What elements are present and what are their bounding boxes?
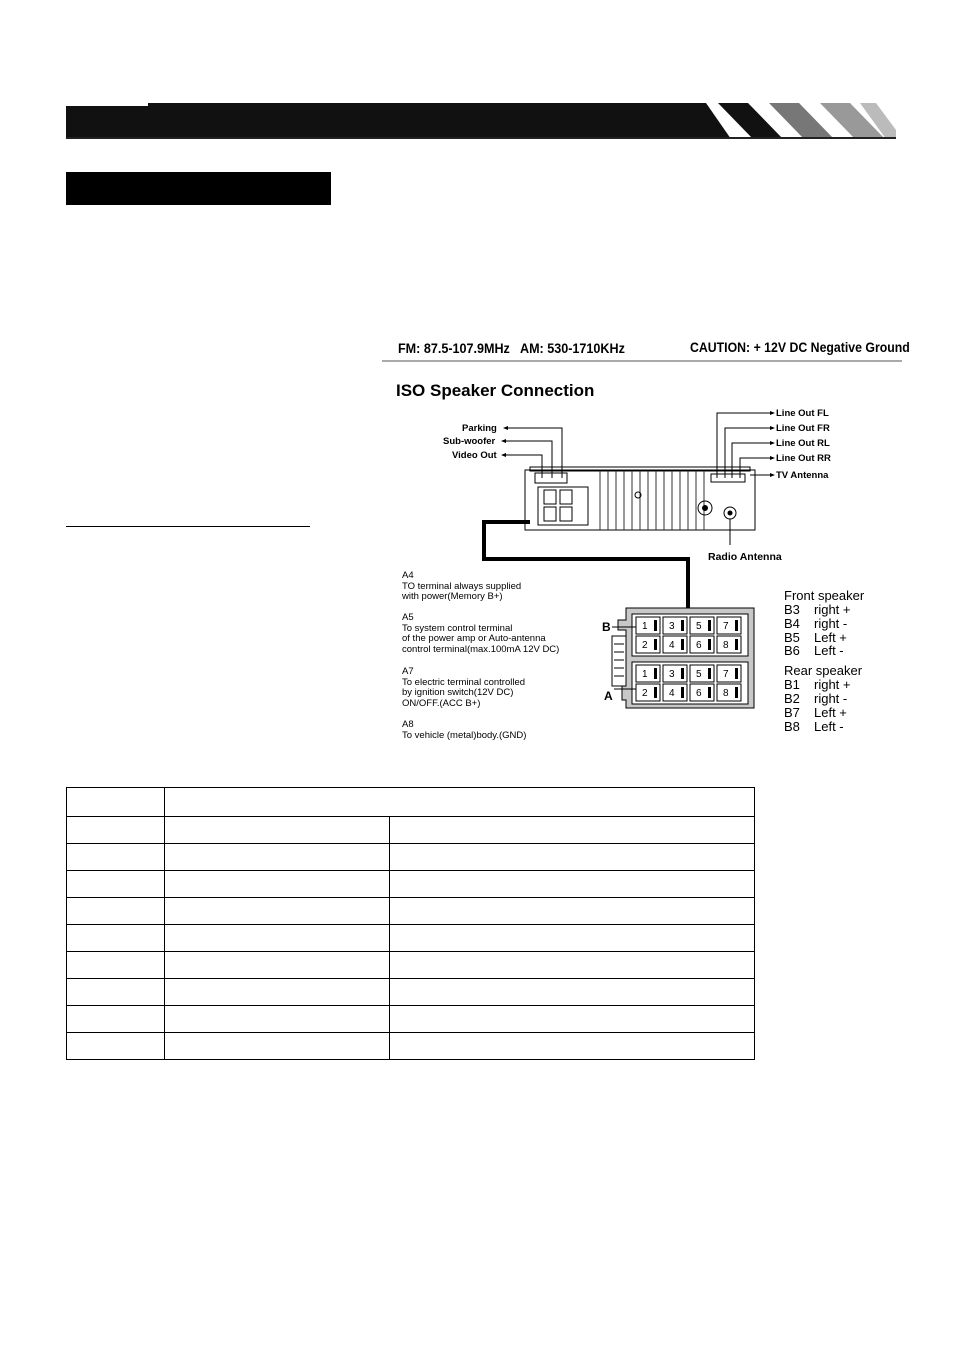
table-row [67, 871, 755, 898]
table-row [67, 898, 755, 925]
section-heading-bar [66, 172, 331, 205]
svg-text:1: 1 [642, 669, 648, 680]
wiring-diagram [380, 330, 910, 750]
svg-text:To system control terminal: To system control terminal [402, 623, 513, 634]
svg-text:5: 5 [696, 621, 702, 632]
svg-text:Left -: Left - [814, 719, 844, 734]
svg-text:5: 5 [696, 669, 702, 680]
table-row [67, 844, 755, 871]
svg-text:To electric terminal controlle: To electric terminal controlled [402, 677, 526, 688]
svg-text:of the power amp or Auto-anten: of the power amp or Auto-antenna [402, 633, 546, 644]
spec-am: AM: 530-1710KHz [520, 340, 625, 357]
svg-text:6: 6 [696, 688, 702, 699]
svg-text:Front speaker: Front speaker [784, 588, 865, 603]
svg-text:3: 3 [669, 621, 675, 632]
svg-text:control terminal(max.100mA 12: control terminal(max.100mA 12V DC) [402, 644, 560, 655]
svg-text:B5: B5 [784, 630, 800, 645]
svg-text:3: 3 [669, 669, 675, 680]
svg-text:1: 1 [642, 621, 648, 632]
svg-text:A5: A5 [402, 612, 414, 623]
caution-text: CAUTION: + 12V DC Negative Ground [690, 339, 910, 356]
svg-text:B4: B4 [784, 616, 800, 631]
table-row [67, 979, 755, 1006]
svg-text:4: 4 [669, 688, 675, 699]
svg-text:Left +: Left + [814, 705, 847, 720]
table-row [67, 817, 755, 844]
table-row [67, 952, 755, 979]
svg-text:Left +: Left + [814, 630, 847, 645]
svg-text:7: 7 [723, 669, 729, 680]
label-subwoofer: Sub-woofer [443, 436, 496, 447]
front-speaker-legend [784, 588, 865, 658]
svg-text:2: 2 [642, 688, 648, 699]
pin-table [66, 787, 755, 1060]
svg-text:A4: A4 [402, 570, 414, 581]
table-row [67, 788, 755, 817]
rear-speaker-legend [784, 663, 863, 734]
connector-a-label: A [604, 689, 613, 703]
table-row [67, 1006, 755, 1033]
label-video-out: Video Out [452, 450, 497, 461]
label-line-out-fr: Line Out FR [776, 423, 830, 434]
svg-text:B8: B8 [784, 719, 800, 734]
connection-notes [401, 570, 559, 741]
svg-text:ON/OFF.(ACC B+): ON/OFF.(ACC B+) [402, 698, 481, 709]
spec-fm: FM: 87.5-107.9MHz [398, 340, 510, 357]
divider-line [66, 526, 310, 527]
svg-text:right -: right - [814, 616, 848, 631]
label-parking: Parking [462, 423, 497, 434]
svg-text:A7: A7 [402, 666, 414, 677]
svg-text:7: 7 [723, 621, 729, 632]
svg-text:Left -: Left - [814, 643, 844, 658]
table-row [67, 925, 755, 952]
svg-text:To vehicle (metal)body.(GND): To vehicle (metal)body.(GND) [402, 730, 527, 741]
svg-text:B3: B3 [784, 602, 800, 617]
svg-text:8: 8 [723, 640, 729, 651]
svg-text:right +: right + [814, 602, 851, 617]
svg-text:right +: right + [814, 677, 851, 692]
label-radio-antenna: Radio Antenna [708, 551, 782, 563]
label-line-out-fl: Line Out FL [776, 408, 829, 419]
iso-connector [602, 608, 754, 708]
svg-text:B2: B2 [784, 691, 800, 706]
svg-text:A8: A8 [402, 719, 414, 730]
label-line-out-rl: Line Out RL [776, 438, 830, 449]
svg-text:by ignition switch(12V DC): by ignition switch(12V DC) [402, 687, 514, 698]
svg-text:6: 6 [696, 640, 702, 651]
svg-text:TO terminal always supplied: TO terminal always supplied [402, 581, 522, 592]
svg-text:B6: B6 [784, 643, 800, 658]
svg-text:with power(Memory B+): with power(Memory B+) [402, 591, 503, 602]
svg-text:2: 2 [642, 640, 648, 651]
connector-b-label: B [602, 620, 611, 634]
label-line-out-rr: Line Out RR [776, 453, 831, 464]
svg-text:8: 8 [723, 688, 729, 699]
diagram-title: ISO Speaker Connection [396, 381, 595, 400]
svg-text:B1: B1 [784, 677, 800, 692]
header-banner [66, 100, 896, 142]
table-row [67, 1033, 755, 1060]
svg-text:Rear speaker: Rear speaker [784, 663, 863, 678]
svg-text:4: 4 [669, 640, 675, 651]
svg-text:B7: B7 [784, 705, 800, 720]
svg-text:right -: right - [814, 691, 848, 706]
label-tv-antenna: TV Antenna [776, 470, 829, 481]
